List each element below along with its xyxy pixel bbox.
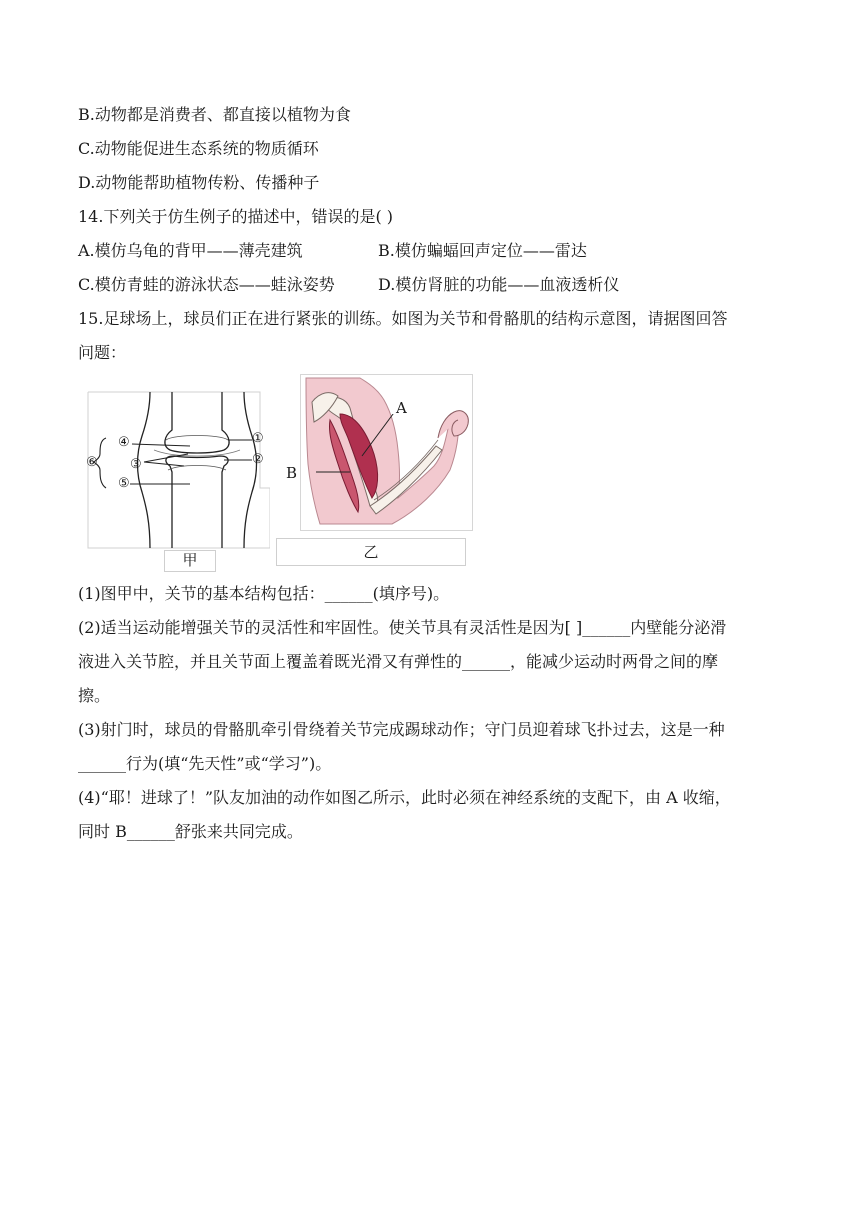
q13-option-d: D.动物能帮助植物传粉、传播种子	[78, 173, 320, 192]
q15-part4-line1: (4)“耶！进球了！”队友加油的动作如图乙所示，此时必须在神经系统的支配下，由 A 收缩，	[78, 788, 731, 807]
q15-part4-line2: 同时 B______舒张来共同完成。	[78, 822, 303, 841]
label-b: B	[286, 464, 298, 482]
q15-part2-line3: 擦。	[78, 686, 111, 705]
figure-joint-caption: 甲	[164, 550, 216, 572]
q14-option-d: D.模仿肾脏的功能——血液透析仪	[378, 275, 620, 294]
label-2: ②	[252, 452, 264, 467]
figure-joint-labels	[84, 388, 270, 570]
q15-stem-line2: 问题：	[78, 343, 127, 362]
q13-option-b: B.动物都是消费者、都直接以植物为食	[78, 105, 351, 124]
q14-option-a: A.模仿乌龟的背甲——薄壳建筑	[78, 241, 303, 260]
label-1: ①	[252, 431, 264, 446]
q15-part3-line2: ______行为(填“先天性”或“学习”)。	[78, 754, 332, 773]
q14-option-c: C.模仿青蛙的游泳状态——蛙泳姿势	[78, 275, 335, 294]
q15-part2-line2: 液进入关节腔，并且关节面上覆盖着既光滑又有弹性的______，能减少运动时两骨之间的摩	[78, 652, 719, 671]
label-3: ③	[130, 457, 142, 472]
q14-option-b: B.模仿蝙蝠回声定位——雷达	[378, 241, 587, 260]
q13-option-c: C.动物能促进生态系统的物质循环	[78, 139, 319, 158]
figure-arm-caption: 乙	[276, 538, 466, 566]
q15-part1: (1)图甲中，关节的基本结构包括：______(填序号)。	[78, 584, 450, 603]
q15-part3-line1: (3)射门时，球员的骨骼肌牵引骨绕着关节完成踢球动作；守门员迎着球飞扑过去，这是一种	[78, 720, 725, 739]
q14-stem: 14.下列关于仿生例子的描述中，错误的是( )	[78, 207, 394, 226]
figure-arm	[300, 374, 476, 532]
label-4: ④	[118, 435, 130, 450]
label-5: ⑤	[118, 476, 130, 491]
q15-part2-line1: (2)适当运动能增强关节的灵活性和牢固性。使关节具有灵活性是因为[ ]______内壁能分泌滑	[78, 618, 727, 637]
label-a: A	[396, 399, 407, 417]
label-6: ⑥	[86, 455, 98, 470]
q15-stem-line1: 15.足球场上，球员们正在进行紧张的训练。如图为关节和骨骼肌的结构示意图，请据图回答	[78, 309, 728, 328]
